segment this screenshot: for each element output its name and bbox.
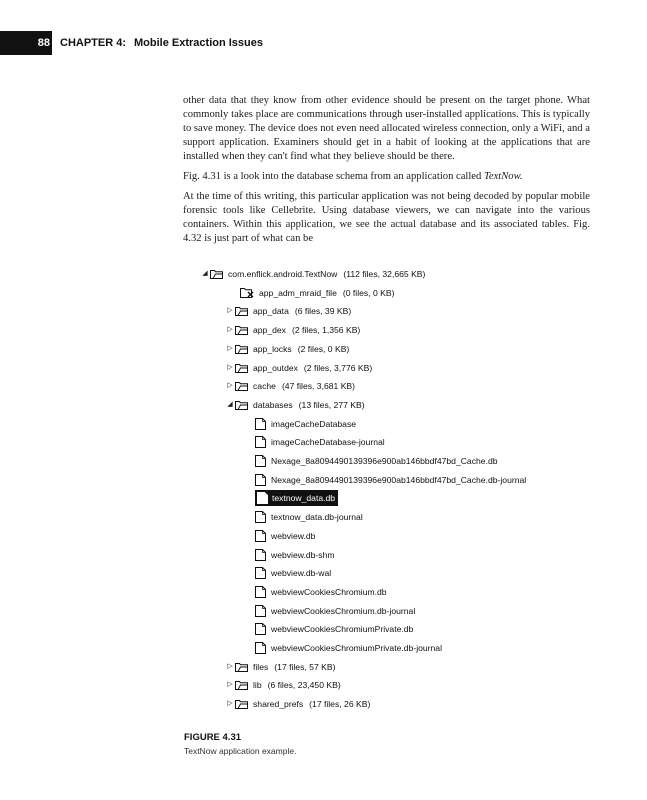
tree-folder[interactable] <box>225 341 349 357</box>
tree-folder[interactable] <box>225 677 341 693</box>
triangle-collapsed-icon[interactable]: ▷ <box>227 382 233 390</box>
file-icon <box>255 549 266 561</box>
folder-icon <box>235 344 248 354</box>
tree-item-name: webviewCookiesChromiumPrivate.db-journal <box>271 643 442 653</box>
tree-item-name: webviewCookiesChromiumPrivate.db <box>271 624 414 635</box>
tree-file[interactable] <box>245 528 315 544</box>
tree-file[interactable] <box>245 416 356 432</box>
file-icon <box>255 474 266 486</box>
file-icon <box>255 511 266 523</box>
tree-item-name: textnow_data.db-journal <box>271 512 363 523</box>
tree-file[interactable] <box>245 434 385 450</box>
app-name: TextNow. <box>483 171 523 182</box>
tree-file[interactable] <box>245 584 387 600</box>
tree-item-detail: (2 files, 0 KB) <box>297 343 350 354</box>
tree-item-detail: (47 files, 3,681 KB) <box>281 381 356 392</box>
tree-file[interactable] <box>245 640 442 656</box>
chapter-label: CHAPTER 4: <box>60 37 127 49</box>
running-header <box>60 31 263 55</box>
tree-item-detail: (6 files, 23,450 KB) <box>267 680 341 691</box>
paragraph <box>183 170 590 184</box>
tree-file-selected[interactable] <box>245 490 338 506</box>
tree-item-name: shared_prefs <box>253 699 304 710</box>
chapter-title: Mobile Extraction Issues <box>134 37 263 49</box>
tree-item-name: app_locks <box>253 343 292 354</box>
triangle-collapsed-icon[interactable]: ▷ <box>227 363 233 371</box>
tree-item-name: webview.db-wal <box>271 568 332 579</box>
file-icon <box>255 418 266 430</box>
paragraph-lead: Fig. 4.31 is a look into the database schema from an application called <box>183 171 484 182</box>
tree-file[interactable] <box>245 547 335 563</box>
tree-folder[interactable] <box>225 378 355 394</box>
tree-item-name: webviewCookiesChromium.db-journal <box>271 605 416 616</box>
tree-item-detail: (17 files, 57 KB) <box>274 661 336 672</box>
tree-item-name: imageCacheDatabase <box>271 418 357 429</box>
page-number: 88 <box>37 37 50 49</box>
paragraph: At the time of this writing, this particular application was not being decoded by popular mobile forensic tools like Cellebrite. Using database viewers, we can navigate into the various containers. Within this application, we see the actual database and its associated tables. Fig. 4.32 is just part of what can be <box>183 191 590 244</box>
tree-item-detail: (6 files, 39 KB) <box>294 306 352 317</box>
tree-file[interactable] <box>245 603 415 619</box>
tree-item-detail: (13 files, 277 KB) <box>298 399 365 410</box>
folder-icon <box>235 662 248 672</box>
tree-item-name: cache <box>253 381 276 392</box>
triangle-collapsed-icon[interactable]: ▷ <box>227 307 233 315</box>
folder-icon <box>235 381 248 391</box>
tree-item-name: webview.db-shm <box>271 549 335 560</box>
tree-file[interactable] <box>245 565 331 581</box>
tree-item-name: webview.db <box>271 530 316 541</box>
tree-root-folder[interactable] <box>200 266 425 282</box>
tree-item-name: webviewCookiesChromium.db <box>271 586 387 597</box>
file-icon <box>255 586 266 598</box>
tree-item-name: files <box>253 661 269 672</box>
tree-item-name: textnow_data.db <box>269 490 338 506</box>
file-icon <box>255 436 266 448</box>
tree-item-name: databases <box>253 399 293 410</box>
triangle-collapsed-icon[interactable]: ▷ <box>227 326 233 334</box>
figure-label: FIGURE 4.31 <box>184 732 242 743</box>
file-icon <box>255 605 266 617</box>
tree-item-name: app_adm_mraid_file <box>259 287 337 298</box>
tree-item-name: app_data <box>253 306 289 317</box>
tree-folder[interactable] <box>225 360 372 376</box>
triangle-expanded-icon[interactable]: ◢ <box>202 270 208 277</box>
tree-item-detail: (0 files, 0 KB) <box>342 287 395 298</box>
triangle-expanded-icon[interactable]: ◢ <box>227 400 233 408</box>
folder-icon <box>235 363 248 373</box>
tree-file[interactable] <box>245 453 498 469</box>
tree-item-detail: (112 files, 32,665 KB) <box>343 269 426 279</box>
file-icon <box>255 455 266 467</box>
paragraph: other data that they know from other evidence should be present on the target phone. What commonly takes place are communications through user-installed applications. This is typically to save money. The device does not even need allocated wireless connection, only a WiFi, and a support application. Examiners should get in a habit of looking at the applications that are installed when they can't find what they believe should be there. <box>183 95 590 162</box>
tree-file[interactable] <box>245 472 526 488</box>
tree-folder[interactable] <box>225 659 335 675</box>
figure-caption: TextNow application example. <box>184 746 297 756</box>
tree-item-name: com.enflick.android.TextNow <box>228 269 338 279</box>
tree-item-name: app_dex <box>253 325 286 336</box>
file-icon <box>255 490 269 506</box>
tree-item-detail: (2 files, 1,356 KB) <box>291 325 361 336</box>
file-icon <box>255 530 266 542</box>
triangle-collapsed-icon[interactable]: ▷ <box>227 662 233 670</box>
broken-folder-icon <box>240 287 254 299</box>
folder-icon <box>235 325 248 335</box>
folder-icon <box>210 269 223 279</box>
file-icon <box>255 623 266 635</box>
tree-item-name: imageCacheDatabase-journal <box>271 437 385 448</box>
tree-folder[interactable] <box>225 322 360 338</box>
tree-item-detail: (2 files, 3,776 KB) <box>303 362 373 373</box>
body-text <box>183 94 590 252</box>
tree-item-name: lib <box>253 680 262 691</box>
tree-file[interactable] <box>245 509 363 525</box>
folder-icon <box>235 306 248 316</box>
tree-folder[interactable] <box>225 696 370 712</box>
tree-item-name: Nexage_8a8094490139396e900ab146bbdf47bd_Cache.db-journal <box>271 474 527 485</box>
triangle-collapsed-icon[interactable]: ▷ <box>227 681 233 689</box>
triangle-collapsed-icon[interactable]: ▷ <box>227 344 233 352</box>
folder-icon <box>235 699 248 709</box>
tree-folder-databases[interactable] <box>225 397 365 413</box>
tree-item[interactable] <box>230 285 394 301</box>
triangle-collapsed-icon[interactable]: ▷ <box>227 700 233 708</box>
tree-item-name: app_outdex <box>253 362 298 373</box>
folder-icon <box>235 400 248 410</box>
folder-icon <box>235 680 248 690</box>
file-icon <box>255 567 266 579</box>
tree-file[interactable] <box>245 621 413 637</box>
tree-item-detail: (17 files, 26 KB) <box>309 699 371 710</box>
file-icon <box>255 642 266 654</box>
tree-item-name: Nexage_8a8094490139396e900ab146bbdf47bd_Cache.db <box>271 456 498 466</box>
tree-folder[interactable] <box>225 303 351 319</box>
